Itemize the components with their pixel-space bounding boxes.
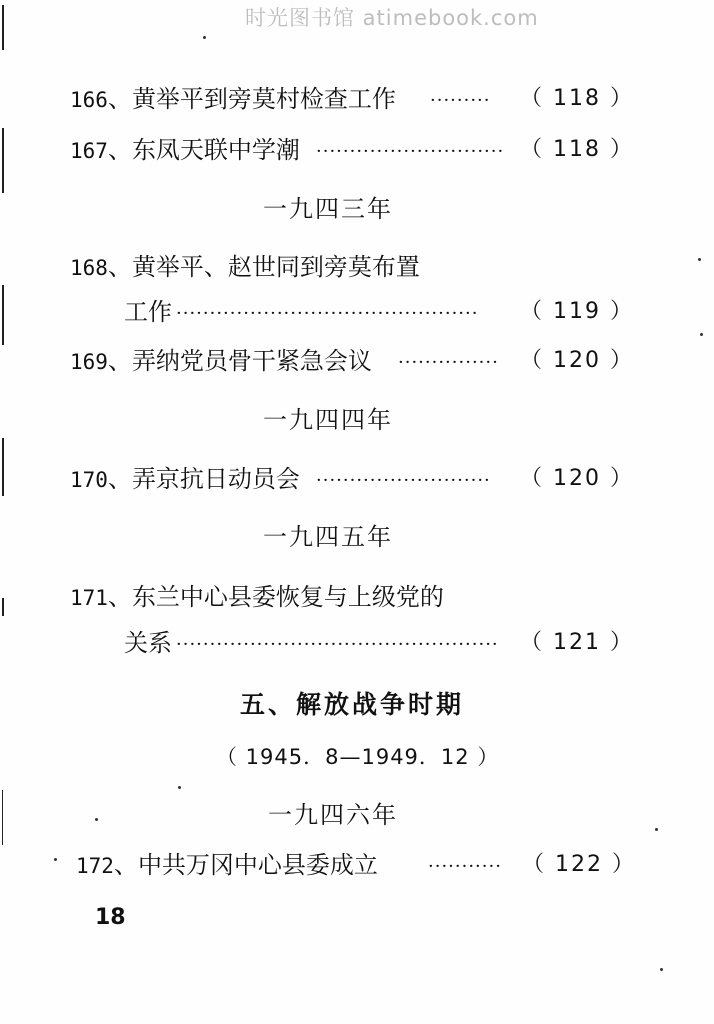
entry-separator: 、: [107, 253, 132, 281]
scan-speck: [655, 828, 658, 831]
scan-edge-mark: [2, 285, 4, 345]
toc-entry-172: [76, 850, 378, 881]
scan-speck: [178, 786, 181, 789]
scan-speck: [95, 818, 98, 821]
leader-dots: ···············: [398, 352, 499, 373]
entry-title: 弄京抗日动员会: [131, 465, 300, 493]
year-heading-1944: 一九四四年: [263, 406, 393, 434]
entry-separator: 、: [107, 136, 132, 164]
scan-speck: [203, 36, 206, 39]
toc-entry-168-continuation: [124, 297, 172, 327]
entry-page-ref: （ 118 ）: [520, 137, 634, 162]
toc-entry-171-continuation: [124, 628, 172, 658]
leader-dots: ·············································: [176, 303, 479, 324]
entry-title: 黄举平、赵世同到旁莫布置: [131, 253, 420, 281]
entry-separator: 、: [107, 347, 132, 375]
scan-edge-mark: [2, 598, 4, 616]
scan-speck: [698, 258, 701, 261]
entry-title: 东凤天联中学潮: [131, 136, 300, 164]
entry-page-ref: （ 118 ）: [520, 86, 634, 111]
scan-edge-mark: [2, 790, 3, 845]
entry-separator: 、: [107, 583, 132, 611]
entry-title: 东兰中心县委恢复与上级党的: [131, 583, 444, 611]
entry-number: 168: [70, 256, 108, 280]
entry-page-ref: （ 121 ）: [520, 630, 634, 655]
entry-number: 169: [70, 350, 108, 374]
year-heading-1946: 一九四六年: [268, 801, 398, 829]
scan-edge-mark: [2, 438, 4, 496]
entry-number: 166: [70, 88, 108, 112]
scan-speck: [54, 858, 57, 861]
entry-title: 弄纳党员骨干紧急会议: [131, 347, 372, 375]
year-heading-1945: 一九四五年: [263, 523, 393, 551]
leader-dots: ····························: [316, 141, 505, 162]
entry-title-continuation: 关系: [124, 629, 172, 657]
leader-dots: ···········: [428, 856, 502, 877]
toc-entry-170: [70, 464, 300, 495]
entry-title: 中共万冈中心县委成立: [137, 851, 378, 879]
part-date-range: （ 1945．8—1949．12 ）: [216, 745, 500, 769]
toc-entry-166: [70, 84, 396, 115]
entry-page-ref: （ 120 ）: [520, 348, 634, 373]
entry-separator: 、: [107, 85, 132, 113]
watermark: 时光图书馆 atimebook.com: [245, 6, 539, 30]
entry-number: 167: [70, 139, 108, 163]
scan-edge-mark: [2, 5, 4, 50]
toc-entry-169: [70, 346, 372, 377]
leader-dots: ·········: [430, 90, 491, 111]
entry-title: 黄举平到旁莫村检查工作: [131, 85, 396, 113]
leader-dots: ··························: [316, 470, 491, 491]
entry-separator: 、: [113, 851, 138, 879]
entry-number: 172: [76, 854, 114, 878]
leader-dots: ················································: [176, 634, 499, 655]
entry-number: 170: [70, 468, 108, 492]
year-heading-1943: 一九四三年: [263, 195, 393, 223]
scan-edge-mark: [2, 128, 4, 193]
page-number: 18: [95, 905, 126, 930]
entry-number: 171: [70, 586, 108, 610]
entry-page-ref: （ 119 ）: [520, 299, 634, 324]
toc-entry-168: [70, 252, 420, 283]
entry-page-ref: （ 120 ）: [520, 466, 634, 491]
scan-speck: [700, 333, 703, 336]
entry-page-ref: （ 122 ）: [522, 852, 636, 877]
entry-separator: 、: [107, 465, 132, 493]
scan-speck: [660, 968, 663, 971]
toc-entry-171: [70, 582, 444, 613]
entry-title-continuation: 工作: [124, 298, 172, 326]
part-title: 五、解放战争时期: [240, 690, 465, 719]
toc-entry-167: [70, 135, 300, 166]
